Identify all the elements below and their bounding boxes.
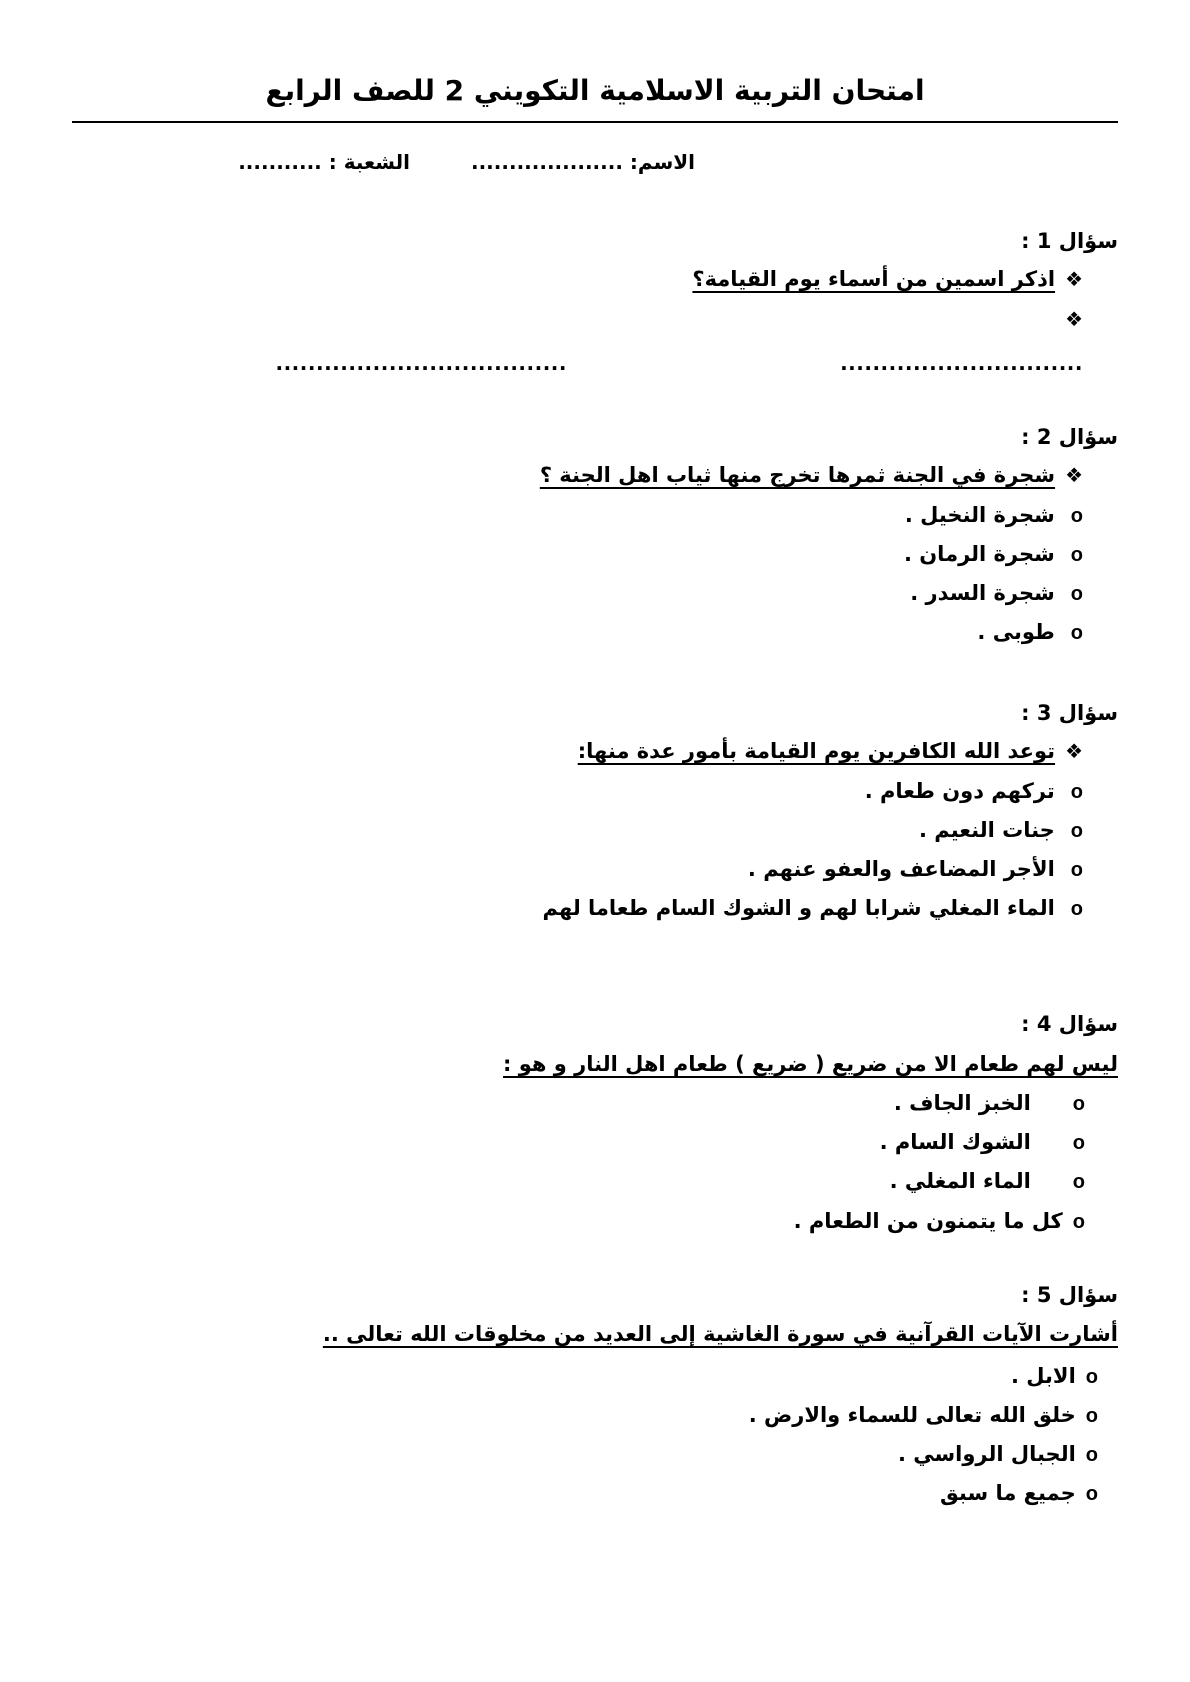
q1-answer-field-2[interactable]: .................................... bbox=[275, 351, 567, 375]
circle-marker-icon: o bbox=[1085, 1483, 1098, 1505]
circle-marker-icon: o bbox=[1085, 1366, 1098, 1388]
q4-option[interactable]: oالماء المغلي . bbox=[889, 1169, 1085, 1193]
q4-option[interactable]: oالخبز الجاف . bbox=[893, 1091, 1085, 1115]
q3-prompt bbox=[578, 739, 1083, 763]
q2-prompt-text: شجرة في الجنة ثمرها تخرج منها ثياب اهل الجنة ؟ bbox=[539, 463, 1056, 487]
circle-marker-icon: o bbox=[1072, 1132, 1085, 1154]
q5-option[interactable]: oجميع ما سبق bbox=[939, 1481, 1098, 1505]
q2-option[interactable]: oشجرة الرمان . bbox=[903, 542, 1083, 566]
q4-heading: سؤال 4 : bbox=[1021, 1012, 1118, 1036]
diamond-bullet-icon: ❖ bbox=[1065, 267, 1083, 291]
circle-marker-icon: o bbox=[1072, 1093, 1085, 1115]
q4-prompt: ليس لهم طعام الا من ضريع ( ضريع ) طعام اهل النار و هو : bbox=[503, 1052, 1118, 1076]
q5-option[interactable]: oالجبال الرواسي . bbox=[897, 1442, 1098, 1466]
circle-marker-icon: o bbox=[1070, 544, 1083, 566]
q3-option[interactable]: oالماء المغلي شرابا لهم و الشوك السام طعاما لهم bbox=[542, 896, 1083, 920]
q5-option[interactable]: oالابل . bbox=[1011, 1364, 1098, 1388]
q1-heading: سؤال 1 : bbox=[1021, 229, 1118, 253]
circle-marker-icon: o bbox=[1070, 898, 1083, 920]
q5-option[interactable]: oخلق الله تعالى للسماء والارض . bbox=[748, 1403, 1098, 1427]
q2-option[interactable]: oشجرة النخيل . bbox=[904, 503, 1083, 527]
circle-marker-icon: o bbox=[1070, 859, 1083, 881]
section-field[interactable]: الشعبة : ........... bbox=[238, 150, 410, 174]
circle-marker-icon: o bbox=[1070, 622, 1083, 644]
circle-marker-icon: o bbox=[1070, 781, 1083, 803]
q3-prompt-text: توعد الله الكافرين يوم القيامة بأمور عدة منها: bbox=[577, 739, 1056, 763]
diamond-bullet-icon: ❖ bbox=[1065, 463, 1083, 487]
q2-option[interactable]: oشجرة السدر . bbox=[910, 581, 1083, 605]
q1-answer-field-1[interactable]: .............................. bbox=[840, 351, 1083, 375]
circle-marker-icon: o bbox=[1070, 820, 1083, 842]
q5-prompt: أشارت الآيات القرآنية في سورة الغاشية إلى العديد من مخلوقات الله تعالى .. bbox=[322, 1322, 1118, 1346]
title-divider bbox=[72, 121, 1118, 123]
name-field[interactable]: الاسم: .................... bbox=[470, 150, 695, 174]
q3-option[interactable]: oالأجر المضاعف والعفو عنهم . bbox=[747, 857, 1083, 881]
q1-prompt-text: اذكر اسمين من أسماء يوم القيامة؟ bbox=[692, 267, 1056, 291]
q3-option[interactable]: oتركهم دون طعام . bbox=[864, 779, 1083, 803]
q3-heading: سؤال 3 : bbox=[1021, 701, 1118, 725]
circle-marker-icon: o bbox=[1070, 505, 1083, 527]
circle-marker-icon: o bbox=[1085, 1444, 1098, 1466]
diamond-bullet-icon: ❖ bbox=[1065, 307, 1083, 331]
q1-second-bullet bbox=[1065, 307, 1083, 331]
q2-heading: سؤال 2 : bbox=[1021, 425, 1118, 449]
q5-heading: سؤال 5 : bbox=[1021, 1283, 1118, 1307]
q4-option[interactable]: oكل ما يتمنون من الطعام . bbox=[793, 1209, 1085, 1233]
circle-marker-icon: o bbox=[1085, 1405, 1098, 1427]
q2-prompt bbox=[540, 463, 1083, 487]
circle-marker-icon: o bbox=[1072, 1211, 1085, 1233]
q3-option[interactable]: oجنات النعيم . bbox=[918, 818, 1083, 842]
circle-marker-icon: o bbox=[1072, 1171, 1085, 1193]
page-title: امتحان التربية الاسلامية التكويني 2 للصف الرابع bbox=[265, 74, 925, 107]
diamond-bullet-icon: ❖ bbox=[1065, 739, 1083, 763]
q1-prompt bbox=[692, 267, 1083, 291]
q4-option[interactable]: oالشوك السام . bbox=[879, 1130, 1085, 1154]
circle-marker-icon: o bbox=[1070, 583, 1083, 605]
q2-option[interactable]: oطوبى . bbox=[977, 620, 1083, 644]
